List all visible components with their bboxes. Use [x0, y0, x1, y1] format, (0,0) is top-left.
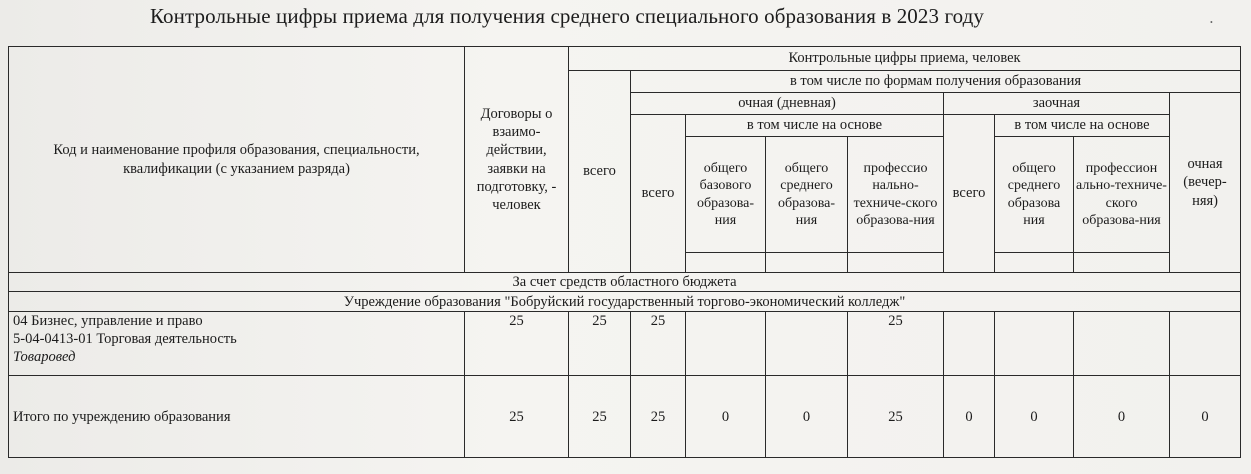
institution-row: Учреждение образования "Бобруйский государственный торгово-экономический колледж": [9, 292, 1241, 312]
specialty-text: 5-04-0413-01 Торговая деятельность: [13, 331, 237, 348]
header-name-column: Код и наименование профиля образования, специальности, квалификации (с указанием разряда): [9, 47, 465, 273]
row-value: [944, 312, 995, 376]
header-general-secondary-day: общего среднего образова-ния: [766, 137, 848, 253]
header-day-form: очная (дневная): [631, 93, 944, 115]
profile-text: 04 Бизнес, управление и право: [13, 313, 203, 330]
header-vocational-correspondence: профессион ально-техниче-ского образова-ния: [1074, 137, 1170, 253]
row-value: [686, 312, 766, 376]
row-value: 25: [631, 312, 686, 376]
total-value: 0: [686, 376, 766, 458]
header-contracts-column: Договоры о взаимо-действии, заявки на подготовку, - человек: [465, 47, 569, 273]
header-total: всего: [569, 71, 631, 273]
row-value: 25: [569, 312, 631, 376]
total-value: 0: [995, 376, 1074, 458]
header-day-total: всего: [631, 115, 686, 273]
total-label: Итого по учреждению образования: [9, 376, 465, 458]
total-value: 25: [465, 376, 569, 458]
header-vocational-day: профессио нально-техниче-ского образова-ния: [848, 137, 944, 253]
row-value: 25: [465, 312, 569, 376]
total-value: 25: [569, 376, 631, 458]
row-value: 25: [848, 312, 944, 376]
total-value: 0: [944, 376, 995, 458]
header-correspondence-form: заочная: [944, 93, 1170, 115]
row-value: [1170, 312, 1241, 376]
total-row: [9, 376, 1241, 458]
header-general-basic: общего базового образова-ния: [686, 137, 766, 253]
row-value: [995, 312, 1074, 376]
document-title: Контрольные цифры приема для получения среднего специального образования в 2023 году: [150, 4, 985, 28]
margin-mark: •: [1210, 18, 1213, 27]
header-by-forms: в том числе по формам получения образования: [631, 71, 1241, 93]
row-value: [766, 312, 848, 376]
total-value: 25: [631, 376, 686, 458]
header-general-secondary-correspondence: общего среднего образова ния: [995, 137, 1074, 253]
funding-row: За счет средств областного бюджета: [9, 273, 1241, 292]
total-value: 0: [766, 376, 848, 458]
row-value: [1074, 312, 1170, 376]
total-value: 25: [848, 376, 944, 458]
header-day-basis: в том числе на основе: [686, 115, 944, 137]
header-kcp: Контрольные цифры приема, человек: [569, 47, 1241, 71]
header-correspondence-total: всего: [944, 115, 995, 273]
qualification-text: Товаровед: [13, 349, 76, 366]
total-value: 0: [1074, 376, 1170, 458]
total-value: 0: [1170, 376, 1241, 458]
admission-table: [8, 46, 1241, 458]
specialty-cell: [9, 312, 465, 376]
header-evening-form: очная (вечер-няя): [1170, 93, 1241, 273]
table-row: [9, 312, 1241, 376]
header-correspondence-basis: в том числе на основе: [995, 115, 1170, 137]
